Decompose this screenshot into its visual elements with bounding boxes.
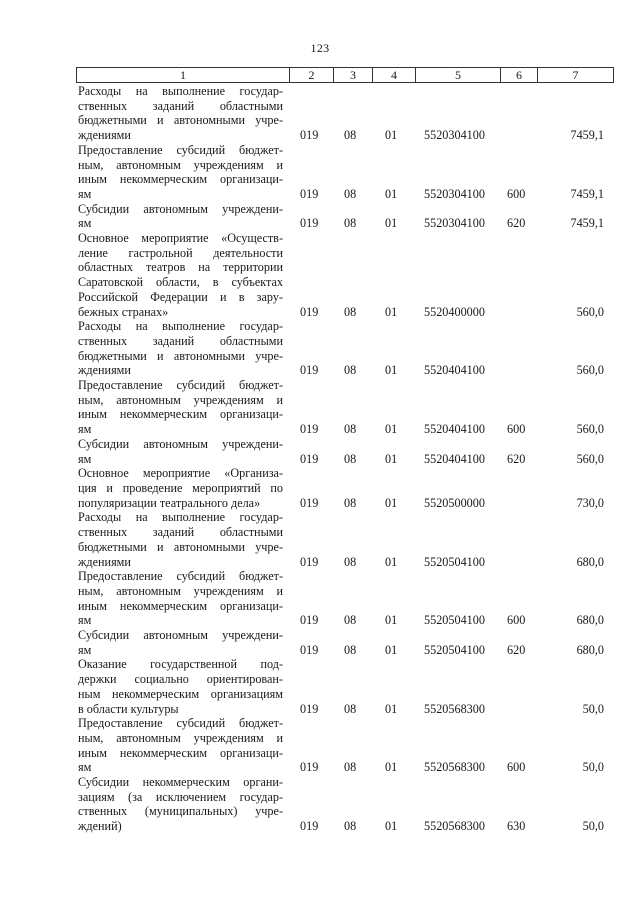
header-col-4: 4: [373, 68, 416, 82]
subsection-code: 01: [385, 701, 398, 716]
description-line: Субсидии автономным учреждени-: [78, 201, 283, 216]
ministry-code: 019: [300, 128, 319, 143]
subsection-code: 01: [385, 422, 398, 437]
row-description: [78, 466, 283, 510]
amount: 7459,1: [570, 186, 604, 201]
section-code: 08: [344, 128, 357, 143]
amount: 680,0: [576, 642, 604, 657]
row-description: [78, 143, 283, 202]
header-col-1: 1: [77, 68, 290, 82]
description-line: Российской Федерации и в зару-: [78, 289, 283, 304]
section-code: 08: [344, 451, 357, 466]
target-article-code: 5520304100: [424, 216, 485, 231]
expense-type-code: 600: [507, 613, 526, 628]
section-code: 08: [344, 186, 357, 201]
target-article-code: 5520504100: [424, 642, 485, 657]
description-line: ным, автономным учреждениям и: [78, 730, 283, 745]
row-description: [78, 569, 283, 628]
row-description: [78, 202, 283, 231]
row-description: [78, 319, 283, 378]
description-line: Расходы на выполнение государ-: [78, 510, 283, 525]
expense-type-code: 620: [507, 216, 526, 231]
description-line: Саратовской области, в субъектах: [78, 275, 283, 290]
expense-type-code: 620: [507, 451, 526, 466]
description-line: ление гастрольной деятельности: [78, 245, 283, 260]
amount: 50,0: [582, 760, 604, 775]
target-article-code: 5520568300: [424, 819, 485, 834]
header-col-3: 3: [334, 68, 373, 82]
table-row: [0, 231, 640, 319]
target-article-code: 5520500000: [424, 495, 485, 510]
ministry-code: 019: [300, 642, 319, 657]
expense-type-code: 600: [507, 422, 526, 437]
description-line: Субсидии некоммерческим органи-: [78, 775, 283, 790]
description-line: ждениями: [78, 128, 131, 143]
subsection-code: 01: [385, 216, 398, 231]
section-code: 08: [344, 304, 357, 319]
row-description: [78, 437, 283, 466]
ministry-code: 019: [300, 451, 319, 466]
description-line: ждениями: [78, 363, 131, 378]
table-row: [0, 143, 640, 202]
description-line: Предоставление субсидий бюджет-: [78, 569, 283, 584]
description-line: Оказание государственной под-: [78, 657, 283, 672]
table-row: [0, 378, 640, 437]
header-col-7: 7: [572, 68, 579, 82]
section-code: 08: [344, 819, 357, 834]
subsection-code: 01: [385, 760, 398, 775]
section-code: 08: [344, 216, 357, 231]
description-line: Расходы на выполнение государ-: [78, 84, 283, 98]
description-line: иным некоммерческим организаци-: [78, 407, 283, 422]
table-row: [0, 716, 640, 775]
amount: 560,0: [576, 451, 604, 466]
table-row: [0, 84, 640, 143]
description-line: ным некоммерческим организациям: [78, 686, 283, 701]
description-line: ным, автономным учреждениям и: [78, 157, 283, 172]
description-line: иным некоммерческим организаци-: [78, 172, 283, 187]
target-article-code: 5520504100: [424, 554, 485, 569]
description-line: бюджетными и автономными учре-: [78, 113, 283, 128]
row-description: [78, 378, 283, 437]
subsection-code: 01: [385, 186, 398, 201]
target-article-code: 5520404100: [424, 422, 485, 437]
table-header: [76, 67, 614, 83]
table-row: [0, 202, 640, 231]
ministry-code: 019: [300, 613, 319, 628]
row-description: [78, 775, 283, 834]
target-article-code: 5520568300: [424, 701, 485, 716]
expense-type-code: 620: [507, 642, 526, 657]
ministry-code: 019: [300, 422, 319, 437]
description-line: держки социально ориентирован-: [78, 672, 283, 687]
amount: 560,0: [576, 422, 604, 437]
target-article-code: 5520304100: [424, 186, 485, 201]
row-description: [78, 510, 283, 569]
target-article-code: 5520304100: [424, 128, 485, 143]
ministry-code: 019: [300, 186, 319, 201]
description-line: Основное мероприятие «Организа-: [78, 466, 283, 481]
description-line: Расходы на выполнение государ-: [78, 319, 283, 334]
section-code: 08: [344, 701, 357, 716]
description-line: популяризации театрального дела»: [78, 495, 261, 510]
description-line: ственных (муниципальных) учре-: [78, 804, 283, 819]
subsection-code: 01: [385, 304, 398, 319]
amount: 50,0: [582, 819, 604, 834]
description-line: ждениями: [78, 554, 131, 569]
subsection-code: 01: [385, 613, 398, 628]
amount: 680,0: [576, 554, 604, 569]
header-col-2: 2: [290, 68, 334, 82]
ministry-code: 019: [300, 216, 319, 231]
description-line: ственных заданий областными: [78, 333, 283, 348]
description-line: зациям (за исключением государ-: [78, 789, 283, 804]
table-row: [0, 466, 640, 510]
row-description: [78, 716, 283, 775]
target-article-code: 5520504100: [424, 613, 485, 628]
ministry-code: 019: [300, 363, 319, 378]
section-code: 08: [344, 613, 357, 628]
subsection-code: 01: [385, 642, 398, 657]
description-line: бежных странах»: [78, 304, 169, 319]
description-line: Предоставление субсидий бюджет-: [78, 716, 283, 731]
description-line: Предоставление субсидий бюджет-: [78, 378, 283, 393]
description-line: Субсидии автономным учреждени-: [78, 628, 283, 643]
amount: 680,0: [576, 613, 604, 628]
description-line: ным, автономным учреждениям и: [78, 583, 283, 598]
ministry-code: 019: [300, 554, 319, 569]
target-article-code: 5520404100: [424, 363, 485, 378]
table-row: [0, 657, 640, 716]
expense-type-code: 600: [507, 186, 526, 201]
section-code: 08: [344, 363, 357, 378]
description-line: ям: [78, 422, 92, 437]
description-line: ция и проведение мероприятий по: [78, 480, 283, 495]
ministry-code: 019: [300, 760, 319, 775]
target-article-code: 5520404100: [424, 451, 485, 466]
description-line: ям: [78, 642, 92, 657]
description-line: ям: [78, 613, 92, 628]
row-description: [78, 231, 283, 319]
description-line: Субсидии автономным учреждени-: [78, 436, 283, 451]
amount: 730,0: [576, 495, 604, 510]
subsection-code: 01: [385, 363, 398, 378]
row-description: [78, 628, 283, 657]
row-description: [78, 84, 283, 143]
description-line: ственных заданий областными: [78, 98, 283, 113]
description-line: бюджетными и автономными учре-: [78, 539, 283, 554]
section-code: 08: [344, 760, 357, 775]
subsection-code: 01: [385, 495, 398, 510]
description-line: ждений): [78, 819, 122, 834]
ministry-code: 019: [300, 819, 319, 834]
row-description: [78, 657, 283, 716]
description-line: ям: [78, 216, 92, 231]
description-line: ям: [78, 760, 92, 775]
description-line: ственных заданий областными: [78, 525, 283, 540]
description-line: областных театров на территории: [78, 260, 283, 275]
header-col-6: 6: [501, 68, 538, 82]
subsection-code: 01: [385, 451, 398, 466]
ministry-code: 019: [300, 304, 319, 319]
description-line: иным некоммерческим организаци-: [78, 745, 283, 760]
description-line: в области культуры: [78, 701, 179, 716]
table-row: [0, 628, 640, 657]
subsection-code: 01: [385, 819, 398, 834]
amount: 7459,1: [570, 216, 604, 231]
description-line: Предоставление субсидий бюджет-: [78, 142, 283, 157]
amount: 560,0: [576, 363, 604, 378]
ministry-code: 019: [300, 701, 319, 716]
description-line: ям: [78, 186, 92, 201]
table-body: [0, 84, 640, 834]
amount: 7459,1: [570, 128, 604, 143]
expense-type-code: 630: [507, 819, 526, 834]
description-line: ям: [78, 451, 92, 466]
section-code: 08: [344, 495, 357, 510]
amount: 50,0: [582, 701, 604, 716]
section-code: 08: [344, 554, 357, 569]
amount: 560,0: [576, 304, 604, 319]
description-line: иным некоммерческим организаци-: [78, 598, 283, 613]
description-line: ным, автономным учреждениям и: [78, 392, 283, 407]
table-row: [0, 775, 640, 834]
target-article-code: 5520400000: [424, 304, 485, 319]
subsection-code: 01: [385, 554, 398, 569]
section-code: 08: [344, 422, 357, 437]
target-article-code: 5520568300: [424, 760, 485, 775]
table-row: [0, 437, 640, 466]
expense-type-code: 600: [507, 760, 526, 775]
page-number: 123: [310, 41, 330, 55]
ministry-code: 019: [300, 495, 319, 510]
section-code: 08: [344, 642, 357, 657]
table-row: [0, 569, 640, 628]
header-col-5: 5: [416, 68, 501, 82]
table-row: [0, 510, 640, 569]
subsection-code: 01: [385, 128, 398, 143]
description-line: бюджетными и автономными учре-: [78, 348, 283, 363]
description-line: Основное мероприятие «Осуществ-: [78, 231, 283, 246]
table-row: [0, 319, 640, 378]
